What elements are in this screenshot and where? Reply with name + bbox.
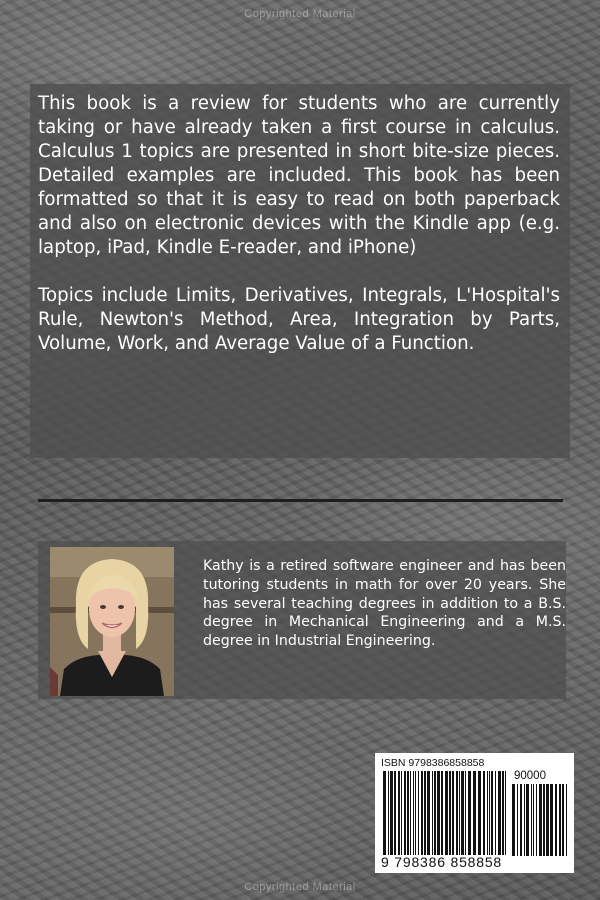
barcode-bar [410, 771, 411, 855]
barcode-bar [517, 784, 518, 856]
barcode-bar [546, 784, 549, 856]
barcode-bar [520, 784, 522, 856]
barcode-bar [413, 771, 414, 855]
barcode-bar [487, 771, 488, 855]
barcode-bar [465, 771, 466, 855]
description-paragraph-2: Topics include Limits, Derivatives, Integrals, L'Hospital's Rule, Newton's Method, Area, Integration by Parts, Volume, Work, and Average Value of a Function. [38, 285, 560, 354]
barcode-digits: 9 798386 858858 [381, 854, 502, 870]
barcode-bar [555, 784, 557, 856]
barcode-bar [388, 771, 389, 855]
barcode-bar [536, 784, 537, 856]
author-portrait-illustration [50, 547, 174, 696]
barcode-bar [383, 771, 386, 855]
barcode-bar [505, 771, 506, 855]
watermark-bottom: Copyrighted Material [244, 881, 356, 893]
section-divider [38, 499, 563, 502]
price-code: 90000 [514, 770, 546, 782]
barcode-bar [526, 784, 529, 856]
description-paragraph-1: This book is a review for students who are currently taking or have already taken a first course in calculus. Calculus 1 topics are presented in short bite-size pieces. Detailed examples are included. This book has been formatted so that it is easy to read on both paperback and also on electronic devices with the Kindle app (e.g. laptop, iPad, Kindle E-reader, and iPhone) [38, 93, 560, 258]
barcode-bar [415, 771, 416, 855]
barcode-bar [483, 771, 485, 855]
barcode-bar [394, 771, 396, 855]
watermark-top: Copyrighted Material [244, 8, 356, 20]
barcode-bar [543, 784, 545, 856]
barcode-bar [533, 784, 534, 856]
barcode-bar [424, 771, 426, 855]
barcode-bar [473, 771, 476, 855]
barcode-bar [390, 771, 393, 855]
barcode-bar [432, 771, 433, 855]
barcode-bar [441, 771, 443, 855]
barcode-bar [531, 784, 532, 856]
author-photo [50, 547, 174, 696]
isbn-label: ISBN 9798386858858 [381, 757, 485, 769]
barcode-bar [498, 771, 501, 855]
book-description [38, 92, 560, 380]
barcode-bar [459, 771, 460, 855]
barcode-bar [452, 771, 454, 855]
barcode-bar [478, 771, 481, 855]
barcode-bar [401, 771, 402, 855]
barcode-bar [437, 771, 440, 855]
isbn-barcode [383, 771, 507, 855]
barcode-bar [491, 771, 493, 855]
barcode-bar [566, 784, 567, 856]
barcode-bar [495, 771, 496, 855]
barcode-bar [524, 784, 525, 856]
barcode-bar [489, 771, 490, 855]
barcode-bar [421, 771, 423, 855]
barcode-bar [404, 771, 406, 855]
barcode-bar [550, 784, 553, 856]
price-barcode [512, 784, 568, 856]
barcode-bar [512, 784, 515, 856]
barcode-bar [559, 784, 561, 856]
barcode-bar [461, 771, 464, 855]
barcode-bar [468, 771, 471, 855]
barcode-bar [502, 771, 504, 855]
barcode-bar [456, 771, 458, 855]
barcode-bar [418, 771, 419, 855]
barcode-bar [449, 771, 451, 855]
barcode-bar [539, 784, 542, 856]
barcode-bar [398, 771, 400, 855]
barcode-bar [434, 771, 436, 855]
barcode-bar [427, 771, 430, 855]
author-bio: Kathy is a retired software engineer and has been tutoring students in math for over 20 years. She has several teaching degrees in addition to a B.S. degree in Mechanical Engineering and a M.S. degree in Industrial Engineering. [203, 558, 566, 650]
barcode-bar [445, 771, 448, 855]
barcode-bar [562, 784, 564, 856]
barcode-block [375, 753, 574, 873]
barcode-bar [407, 771, 409, 855]
